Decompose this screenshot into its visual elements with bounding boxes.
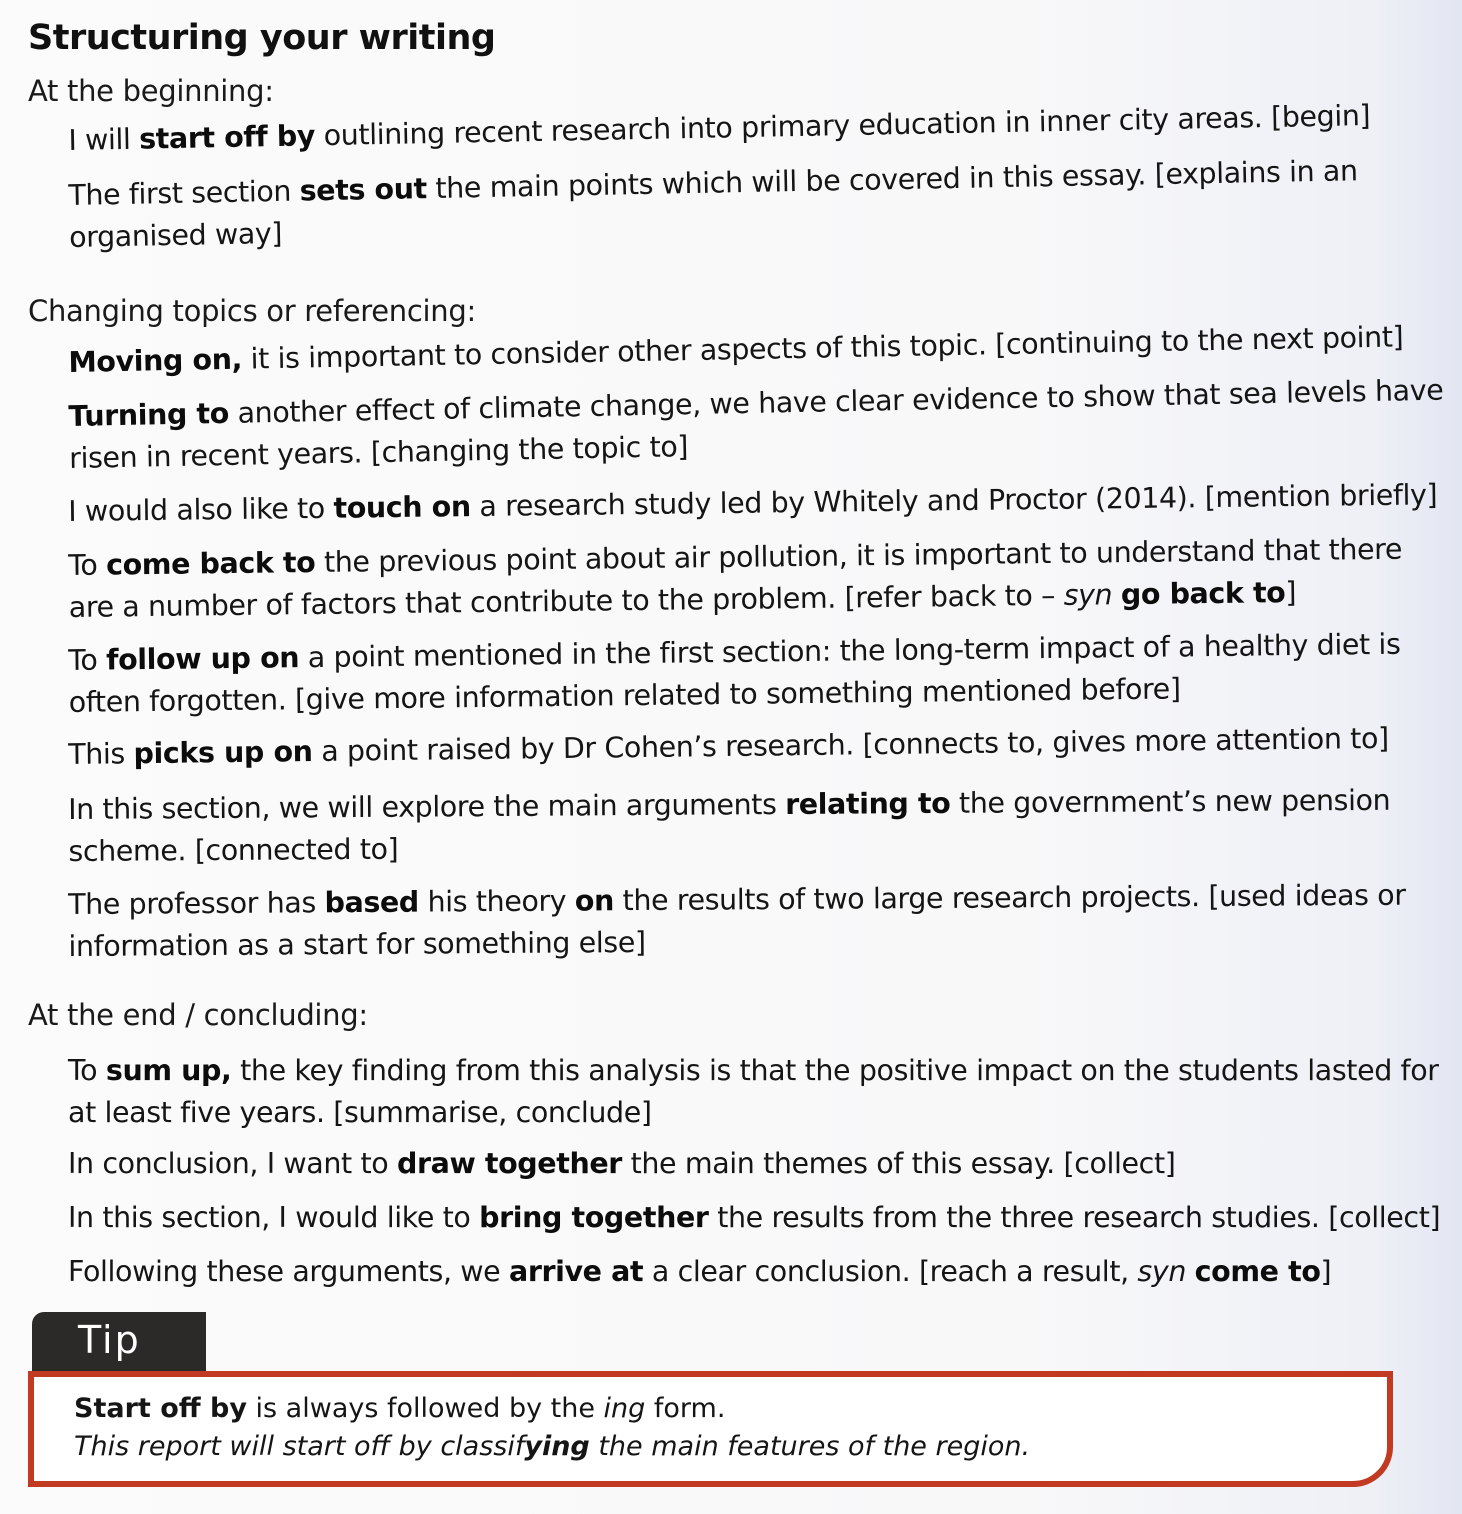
key-phrase: ying xyxy=(524,1431,590,1462)
sentence-text: I would also like to xyxy=(68,491,334,528)
sentence-text: The professor has xyxy=(68,886,325,921)
sentence-text: form. xyxy=(645,1393,726,1424)
sentence-text: the key finding from this analysis is that the positive impact on the students lasted for at least five years. [summarise, conclude] xyxy=(68,1054,1439,1129)
key-phrase: Start off by xyxy=(74,1393,247,1424)
tip-box xyxy=(28,1371,1393,1487)
sentence-text: the main points which will be covered in this essay. [explains in an organised way] xyxy=(68,154,1358,254)
sentence-text: the government’s new pension scheme. [connected to] xyxy=(68,783,1391,868)
tip-example xyxy=(74,1428,1387,1466)
key-phrase: on xyxy=(574,884,615,918)
key-phrase: come back to xyxy=(105,545,316,582)
example-sentence xyxy=(68,1197,1453,1239)
key-phrase: Turning to xyxy=(68,396,230,433)
sentence-text: In this section, we will explore the main arguments xyxy=(68,787,786,826)
example-sentence xyxy=(68,780,1419,873)
sentence-text: In this section, I would like to xyxy=(68,1201,480,1234)
sentence-text: ] xyxy=(1320,1255,1332,1288)
sentence-text: it is important to consider other aspects of this topic. [continuing to the next point] xyxy=(241,320,1404,376)
example-sentence xyxy=(68,1050,1453,1134)
example-sentence xyxy=(68,717,1453,776)
example-sentence xyxy=(68,623,1454,724)
sentence-text: a clear conclusion. [reach a result, xyxy=(643,1255,1138,1288)
key-phrase: picks up on xyxy=(133,735,313,771)
example-sentence xyxy=(68,1143,1453,1185)
sentence-text: the results of two large research projects. [used ideas or information as a start for something else] xyxy=(68,878,1406,963)
sentence-text: the main themes of this essay. [collect] xyxy=(621,1147,1176,1180)
example-sentence xyxy=(68,1251,1453,1293)
sentence-text: outlining recent research into primary education in inner city areas. [begin] xyxy=(314,99,1371,153)
tip-label: Tip xyxy=(32,1312,206,1372)
section-heading-changing-topics: Changing topics or referencing: xyxy=(28,294,476,328)
sentence-text: the main features of the region. xyxy=(589,1431,1031,1462)
key-phrase: sum up, xyxy=(105,1054,232,1087)
key-phrase: based xyxy=(324,885,419,920)
tip-rule xyxy=(74,1390,1387,1428)
key-phrase: start off by xyxy=(138,119,316,156)
example-sentence xyxy=(68,369,1454,480)
key-phrase: draw together xyxy=(396,1147,622,1180)
page-title: Structuring your writing xyxy=(28,18,496,58)
italic-text: syn xyxy=(1137,1255,1186,1288)
sentence-text: This xyxy=(68,737,134,771)
sentence-text: his theory xyxy=(418,884,575,919)
sentence-text: the previous point about air pollution, it is important to understand that there are a number of factors that contribute to the problem. [refer back to – xyxy=(68,532,1403,624)
example-sentence xyxy=(68,150,1389,259)
sentence-text: The first section xyxy=(68,174,300,212)
section-heading-beginning: At the beginning: xyxy=(28,74,274,108)
key-phrase: go back to xyxy=(1120,576,1286,612)
sentence-text: a point mentioned in the first section: the long-term impact of a healthy diet is often forgotten. [give more information related to something mentioned before] xyxy=(68,627,1401,719)
key-phrase: follow up on xyxy=(105,641,300,677)
key-phrase: sets out xyxy=(299,172,428,208)
example-sentence xyxy=(68,528,1454,629)
key-phrase: arrive at xyxy=(508,1255,644,1288)
example-sentence xyxy=(68,474,1453,533)
key-phrase: bring together xyxy=(479,1201,709,1234)
sentence-text: In conclusion, I want to xyxy=(68,1147,397,1180)
sentence-text xyxy=(1186,1255,1195,1288)
sentence-text: a research study led by Whitely and Proctor (2014). [mention briefly] xyxy=(470,478,1438,524)
key-phrase: come to xyxy=(1194,1255,1321,1288)
sentence-text: is always followed by the xyxy=(246,1393,604,1424)
sentence-text: To xyxy=(68,548,107,582)
section-heading-concluding: At the end / concluding: xyxy=(28,998,368,1032)
sentence-text: This report will start off by classif xyxy=(74,1431,525,1462)
sentence-text: another effect of climate change, we have clear evidence to show that sea levels have risen in recent years. [changing the topic to] xyxy=(68,373,1444,475)
sentence-text: a point raised by Dr Cohen’s research. [connects to, gives more attention to] xyxy=(312,721,1389,769)
italic-text: syn xyxy=(1063,578,1113,612)
sentence-text: To xyxy=(68,643,107,677)
key-phrase: touch on xyxy=(333,490,471,525)
sentence-text: the results from the three research studies. [collect] xyxy=(708,1201,1441,1234)
sentence-text: Following these arguments, we xyxy=(68,1255,509,1288)
key-phrase: relating to xyxy=(785,786,951,821)
example-sentence xyxy=(68,874,1454,968)
sentence-text: To xyxy=(68,1054,106,1087)
italic-text: ing xyxy=(603,1393,646,1424)
key-phrase: Moving on, xyxy=(68,342,243,379)
sentence-text: I will xyxy=(68,122,140,157)
sentence-text: ] xyxy=(1285,576,1297,610)
